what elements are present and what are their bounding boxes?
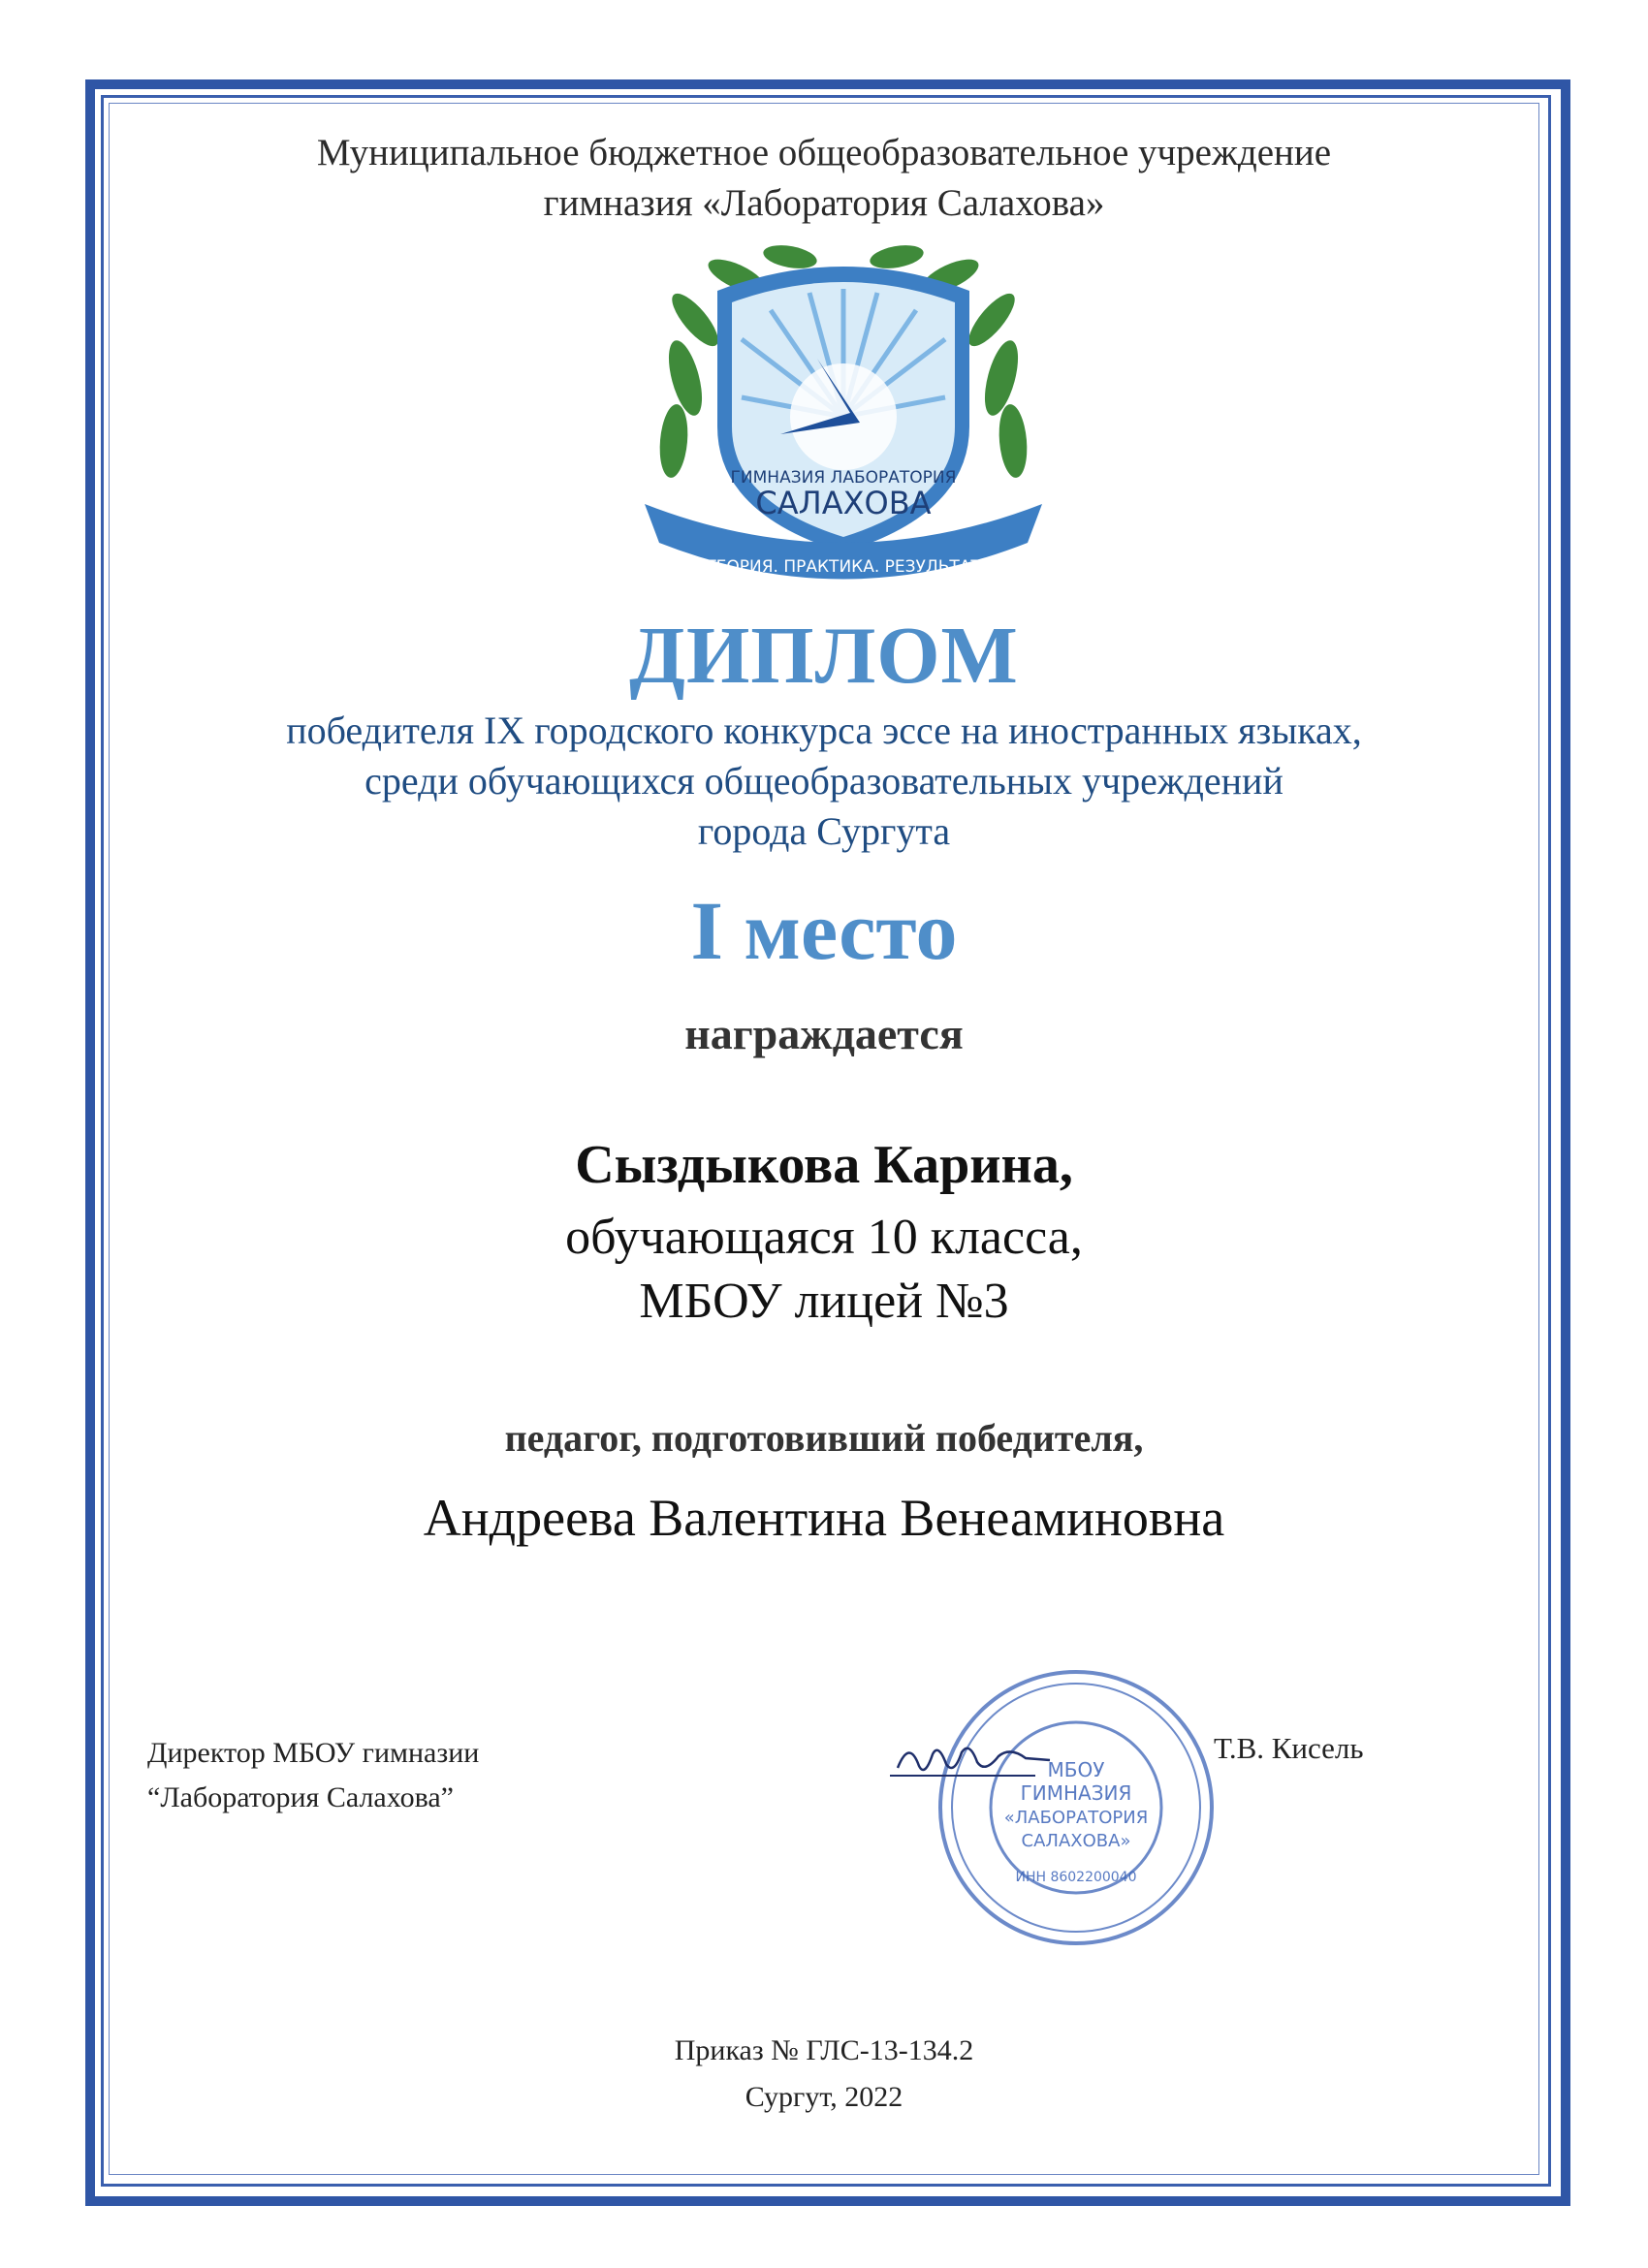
gymnasium-logo — [635, 233, 1052, 601]
contest-line-3: города Сургута — [697, 809, 951, 853]
footer — [0, 2028, 1648, 2121]
stamp-text-4: САЛАХОВА» — [1021, 1831, 1131, 1851]
teacher-name: Андреева Валентина Венеаминовна — [423, 1489, 1225, 1547]
teacher-label: педагог, подготовивший победителя, — [504, 1416, 1144, 1460]
winner-grade: обучающаяся 10 класса, — [565, 1210, 1083, 1265]
order-number: Приказ № ГЛС-13-134.2 — [674, 2034, 974, 2066]
director-position — [147, 1731, 479, 1820]
awarded-label: награждается — [684, 1009, 964, 1058]
winner-school: МБОУ лицей №3 — [639, 1274, 1009, 1329]
institution-header — [0, 128, 1648, 229]
contest-description — [0, 706, 1648, 857]
diploma-title: ДИПЛОМ — [629, 611, 1019, 701]
stamp-inn: ИНН 8602200040 — [1015, 1870, 1137, 1885]
contest-line-2: среди обучающихся общеобразовательных учреждений — [364, 759, 1284, 803]
city-year: Сургут, 2022 — [745, 2081, 903, 2113]
director-position-line-1: Директор МБОУ гимназии — [147, 1737, 480, 1769]
logo-text-top: ГИМНАЗИЯ ЛАБОРАТОРИЯ — [730, 468, 957, 488]
director-name: Т.В. Кисель — [1214, 1731, 1364, 1765]
stamp-text-1: МБОУ — [1047, 1758, 1105, 1781]
logo-motto: ТЕОРИЯ. ПРАКТИКА. РЕЗУЛЬТАТ — [706, 557, 981, 577]
stamp-text-2: ГИМНАЗИЯ — [1020, 1781, 1132, 1805]
winner-details — [0, 1206, 1648, 1334]
institution-line-2: гимназия «Лаборатория Салахова» — [543, 182, 1105, 224]
stamp-text-3: «ЛАБОРАТОРИЯ — [1003, 1808, 1149, 1828]
place-title: I место — [690, 884, 958, 977]
director-signature — [890, 1729, 1055, 1787]
logo-text-main: САЛАХОВА — [755, 485, 932, 521]
official-stamp — [931, 1662, 1221, 1953]
institution-line-1: Муниципальное бюджетное общеобразовательное учреждение — [316, 132, 1332, 173]
winner-name: Сыздыкова Карина, — [575, 1135, 1073, 1195]
director-position-line-2: “Лаборатория Салахова” — [147, 1781, 454, 1813]
contest-line-1: победителя IX городского конкурса эссе на иностранных языках, — [286, 709, 1362, 752]
